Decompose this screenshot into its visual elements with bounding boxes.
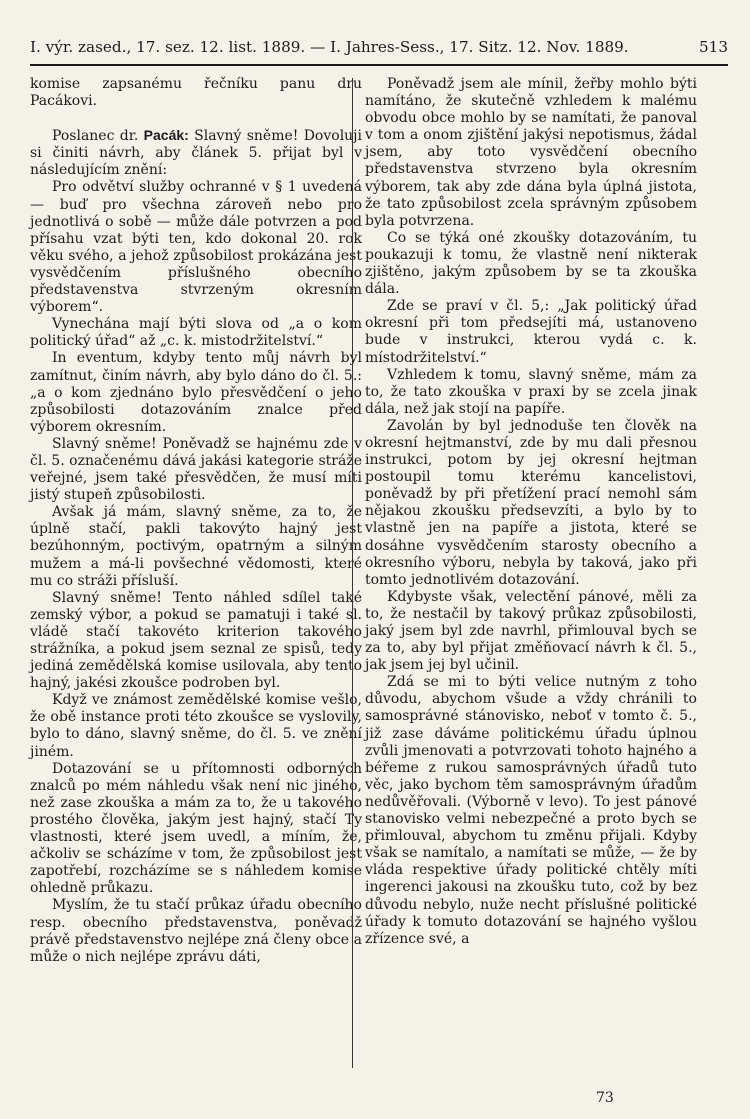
right-column [365,76,697,948]
paragraph: Myslím, že tu stačí průkaz úřadu obecního resp. obecního představenstva, poněvadž právě představenstvo nejlépe zná členy obce a může o nich nejlépe zprávu dáti, [30,897,362,965]
paragraph: Vzhledem k tomu, slavný sněme, mám za to, že tato zkouška v praxi by se zcela jinak dála, než jak stojí na papíře. [365,366,697,417]
paragraph: Když ve známost zemědělské komise vešlo, že obě instance proti této zkoušce se vyslovily, bylo to dáno, slavný sněme, do čl. 5. ve znění jiném. [30,692,362,760]
running-header [30,38,728,56]
paragraph: Dotazování se u přítomnosti odborných znalců po mém náhledu však není nic jiného, než zase zkouška a mám za to, že u takového prostého člověka, jakým jest hajný, stačí Ty vlastnosti, které jsem uvedl, a míním, že, ačkoliv se scházíme v tom, že způsobilost jest zapotřebí, rozcházíme se s náhledem komise ohledně průkazu. [30,760,362,897]
paragraph: komise zapsanému řečníku panu dru Pacákovi. [30,76,362,110]
paragraph: Slavný sněme! Tento náhled sdílel také zemský výbor, a pokud se pamatuji i také sl. vládě stačí takovéto kriterion takového strážníka, a pokud jsem seznal ze spisů, tedy jediná zemědělská komise usilovala, aby tento hajný, jakési zkoušce podroben byl. [30,589,362,692]
paragraph: Pro odvětví služby ochranné v § 1 uvedená — buď pro všechna zároveň nebo pro jednotlivá o sobě — může dále potvrzen a pod přísahu vzat býti ten, kdo dokonal 20. rok věku svého, a jehož způsobilost prokázána jest vysvědčením příslušného obecního představenstva stvrzeným okresním výborem“. [30,179,362,316]
column-divider [352,78,353,1068]
paragraph: Zavolán by byl jednoduše ten člověk na okresní hejtmanství, zde by mu dali přesnou instrukci, potom by jej okresní hejtman postoupil tomu kterému kancelistovi, poněvadž by při přetížení prací nemohl sám nějakou zkoušku předsevzíti, a bylo by to vlastně jen na papíře a jistota, které se dosáhne vysvědčením starosty obecního a okresního výboru, nebyla by taková, jako při tomto jednotlivém dotazování. [365,417,697,588]
paragraph: Zdá se mi to býti velice nutným z toho důvodu, abychom všude a vždy chránili to samosprávné stánovisko, neboť v tomto č. 5., již zase dáváme politickému úřadu úplnou zvůli jmenovati a potvrzovati tohoto hajného a béřeme z rukou samosprávných úřadů tuto věc, jako bychom těm samosprávným úřadům nedůvěřovali. (Výborně v levo). To jest pánové stanovisko velmi nebezpečné a proto bych se přimlouval, abychom tu změnu přijali. Kdyby však se namítalo, a namítati se může, — že by vláda respektive úřady politické chtěly míti ingerenci jakousi na zkoušku tuto, což by bez důvodu nebylo, nuže necht příslušné politické úřady k tomuto dotazování se hajného vyšlou zřízence své, a [365,674,697,947]
paragraph: Avšak já mám, slavný sněme, za to, že úplně stačí, pakli takovýto hajný jest bezúhonným, poctivým, opatrným a silným mužem a má-li povšechné vědomosti, které mu co stráži přísluší. [30,504,362,589]
paragraph: Co se týká oné zkoušky dotazováním, tu poukazuji k tomu, že vlastně není nikterak zjištěno, jakým způsobem by se ta zkouška dála. [365,229,697,298]
paragraph: Vynechána mají býti slova od „a o kom politický úřad“ až „c. k. mistodržitelství.“ [30,316,362,350]
speaker-paragraph [30,127,362,179]
paragraph: Zde se praví v čl. 5,: „Jak politický úřad okresní při tom předsejíti má, ustanoveno bude v instrukci, kterou vydá c. k. místodržitelství.“ [365,298,697,366]
header-title: I. výr. zased., 17. sez. 12. list. 1889. — I. Jahres-Sess., 17. Sitz. 12. Nov. 1889. [30,38,629,56]
speaker-prefix: Poslanec dr. [52,128,139,145]
speech-opening: Slavný sněme! Dovoluji si činiti návrh, aby článek 5. přijat byl v následujícím znění: [30,128,363,179]
speaker-name: Pacák: [143,127,189,144]
page-number: 513 [699,38,728,56]
left-column [30,76,362,966]
header-rule [30,64,728,66]
paragraph: Poněvadž jsem ale mínil, žeřby mohlo býti namítáno, že skutečně vzhledem k malému obvodu obce mohlo by se namítati, že panoval v tom a onom zjištění jakýsi nepotismus, žádal jsem, aby toto vysvědčení obecního představenstva stvrzeno byla okresním výborem, tak aby zde dána byla úplná jistota, že tato způsobilost zcela správným způsobem byla potvrzena. [365,76,697,229]
paragraph: In eventum, kdyby tento můj návrh byl zamítnut, činím návrh, aby bylo dáno do čl. 5.: „a o kom zjednáno bylo přesvědčení o jeho způsobilosti dotazováním znalce před výborem okresním. [30,350,362,435]
paragraph: Kdybyste však, velectění pánové, měli za to, že nestačil by takový průkaz způsobilosti, jaký jsem byl zde navrhl, přimlouval bych se za to, aby byl přijat změňovací návrh k čl. 5., jak jsem jej byl učinil. [365,588,697,674]
paragraph: Slavný sněme! Poněvadž se hajnému zde v čl. 5. označenému dává jakási kategorie stráže veřejné, jsem také přesvědčen, že musí míti jistý stupeň způsobilosti. [30,435,362,504]
signature-mark: 73 [596,1090,614,1106]
